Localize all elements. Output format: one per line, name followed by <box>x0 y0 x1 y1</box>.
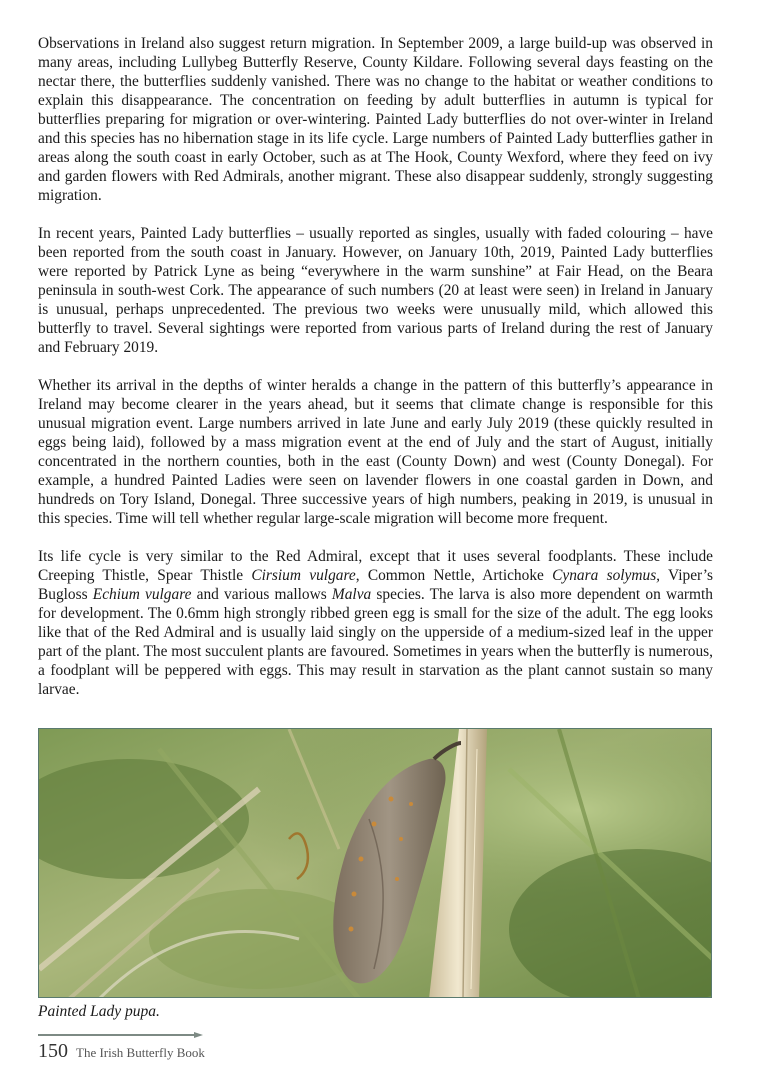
pupa-photo <box>38 728 712 998</box>
species-name: Malva <box>331 586 372 603</box>
page-footer <box>38 1040 205 1063</box>
species-name: Echium vulgare <box>92 586 192 603</box>
paragraph-text: and various mallows <box>191 586 332 603</box>
paragraph-text: Its life cycle is very similar to the Red Admiral, except that it uses several foodplants. These include Creeping Thistle, Spear Thistle <box>38 548 713 584</box>
body-text <box>38 34 713 718</box>
species-name: Cirsium vulgare <box>251 567 356 584</box>
paragraph-text: species. The larva is also more dependent on warmth for development. The 0.6mm high strongly ribbed green egg is small for the size of the adult. The egg looks like that of the Red Admiral and is usually laid singly on the upperside of a medium-sized leaf in the upper part of the plant. The most succulent plants are favoured. Sometimes in years when the butterfly is numerous, a foodplant will be peppered with eggs. This may result in starvation as the plant cannot sustain so many larvae. <box>38 586 713 698</box>
paragraph <box>38 34 713 205</box>
paragraph-text: Whether its arrival in the depths of winter heralds a change in the pattern of this butterfly’s appearance in Ireland may become clearer in the years ahead, but it seems that climate change is responsible for this unusual migration event. Large numbers arrived in late June and early July 2019 (these quickly resulted in eggs being laid), followed by a mass migration event at the end of July and the start of August, initially concentrated in the northern counties, both in the east (County Down) and west (County Donegal). For example, a hundred Painted Ladies were seen on lavender flowers in one coastal garden in Down, and hundreds on Tory Island, Donegal. Three successive years of high numbers, peaking in 2019, is unusual in this species. Time will tell whether regular large-scale migration will become more frequent. <box>38 377 713 527</box>
photo-caption: Painted Lady pupa. <box>38 1003 160 1020</box>
paragraph-text: In recent years, Painted Lady butterflies – usually reported as singles, usually with faded colouring – have been reported from the south coast in January. However, on January 10th, 2019, Painted Lady butterflies were reported by Patrick Lyne as being “everywhere in the warm sunshine” at Fair Head, on the Beara peninsula in south-west Cork. The appearance of such numbers (20 at least were seen) in Ireland in January is unusual, perhaps unprecedented. The previous two weeks were unusually mild, which allowed this butterfly to travel. Several sightings were reported from various parts of Ireland during the rest of January and February 2019. <box>38 225 713 356</box>
paragraph <box>38 376 713 528</box>
paragraph-text: Viper’s Bugloss <box>38 567 714 603</box>
paragraph <box>38 547 713 699</box>
footer-rule <box>38 1032 203 1038</box>
species-name: Cynara solymus, <box>552 567 661 584</box>
paragraph-text: Observations in Ireland also suggest return migration. In September 2009, a large build-up was observed in many areas, including Lullybeg Butterfly Reserve, County Kildare. Following several days feasting on the nectar there, the butterflies suddenly vanished. There was no change to the habitat or weather conditions to explain this disappearance. The concentration on feeding by adult butterflies in autumn is typical for butterflies preparing for migration or over-wintering. Painted Lady butterflies do not over-winter in Ireland and this species has no hibernation stage in its life cycle. Large numbers of Painted Lady butterflies gather in areas along the south coast in early October, such as at The Hook, County Wexford, where they feed on ivy and garden flowers with Red Admirals, another migrant. These also disappear suddenly, strongly suggesting migration. <box>38 35 713 204</box>
page-number: 150 <box>38 1040 68 1062</box>
paragraph <box>38 224 713 357</box>
pupa-photo-image <box>39 729 712 998</box>
book-title: The Irish Butterfly Book <box>76 1045 205 1060</box>
paragraph-text: , Common Nettle, Artichoke <box>355 567 553 584</box>
